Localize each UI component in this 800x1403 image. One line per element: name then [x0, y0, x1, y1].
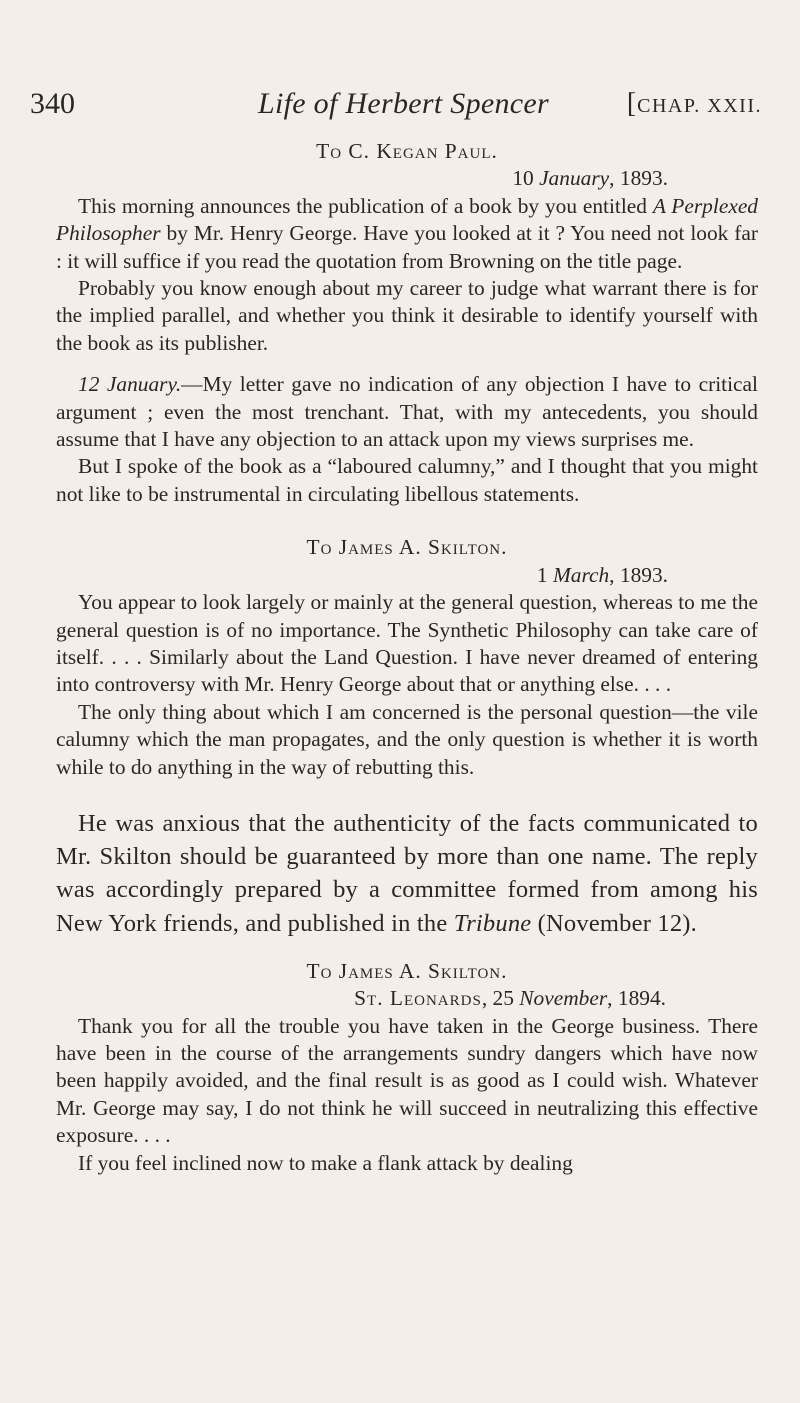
- date-month: March: [552, 562, 610, 587]
- date-day: 10: [512, 166, 540, 191]
- letter-date: [56, 985, 758, 1012]
- page-number: 340: [30, 87, 75, 120]
- letter-salutation: To James A. Skilton.: [306, 958, 508, 983]
- page-body: [56, 138, 758, 1177]
- chapter-numeral: XXII.: [700, 95, 762, 117]
- narrative-paragraph: [56, 807, 758, 940]
- book-title: A Perplexed Philosopher: [56, 193, 759, 246]
- date-place: St. Leonards: [354, 986, 482, 1011]
- letter-paragraph: Probably you know enough about my career to judge what warrant there is for the implied parallel, and whether you think it desirable to identify yourself with the book as its publisher.: [56, 276, 758, 355]
- letter-date: [56, 165, 758, 192]
- paragraph-text: —My letter gave no indication of any objection I have to critical argument ; even the most trenchant. That, with my antecedents, you should assume that I have any objection to an attack upon my views surprises me.: [56, 372, 758, 452]
- chapter-word: CHAP.: [637, 95, 701, 117]
- letter-salutation: To C. Kegan Paul.: [316, 139, 498, 163]
- letter-paragraph: [56, 371, 758, 453]
- letter-paragraph: The only thing about which I am concerned is the personal question—the vile calumny which the man propagates, and the only question is whether it is worth while to do anything in the way of rebutting this.: [56, 699, 758, 779]
- letter-paragraph: You appear to look largely or mainly at the general question, whereas to me the general question is of no importance. The Synthetic Philosophy can take care of itself. . . . Similarly about the Land Question. I have never dreamed of entering into controversy with Mr. Henry George about that or anything else. . . .: [56, 590, 758, 697]
- date-day: , 25: [481, 986, 520, 1011]
- letter-paragraph: If you feel inclined now to make a flank attack by dealing: [78, 1150, 573, 1175]
- date-year: , 1894.: [607, 986, 666, 1011]
- paragraph-text: This morning announces the publication of a book by you entitled: [78, 193, 653, 218]
- date-year: , 1893.: [609, 562, 668, 587]
- narrative-text: He was anxious that the authenticity of the facts communicated to Mr. Skilton should be guaranteed by more than one name. The reply was accordingly prepared by a committee formed from among his New York friends, and published in the: [56, 809, 758, 937]
- letter-paragraph: [56, 193, 758, 275]
- date-month: November: [519, 986, 608, 1011]
- page-header: [30, 84, 770, 124]
- date-day: 1: [536, 562, 553, 587]
- letter-paragraph: But I spoke of the book as a “laboured calumny,” and I thought that you might not like to be instrumental in circulating libellous statements.: [56, 454, 758, 506]
- running-title: Life of Herbert Spencer: [258, 87, 550, 120]
- letter-salutation: To James A. Skilton.: [306, 535, 508, 560]
- letter-to-kegan-paul: [56, 138, 758, 508]
- chapter-marker: [627, 84, 762, 126]
- newspaper-title: Tribune: [453, 909, 532, 937]
- letter-to-skilton-march: [56, 534, 758, 781]
- narrative-text: (November 12).: [531, 909, 697, 937]
- letter-paragraph: Thank you for all the trouble you have taken in the George business. There have been in the course of the arrangements sundry dangers which have now been happily avoided, and the final result is as good as I could wish. Whatever Mr. George may say, I do not think he will succeed in neutralizing this effective exposure. . . .: [56, 1013, 758, 1148]
- letter-to-skilton-november: [56, 958, 758, 1177]
- paragraph-date: 12 January.: [78, 372, 182, 397]
- chapter-bracket: [: [626, 88, 638, 119]
- date-year: , 1893.: [609, 166, 668, 191]
- paragraph-text: by Mr. Henry George. Have you looked at it ? You need not look far : it will suffice if you read the quotation from Browning on the title page.: [56, 221, 758, 273]
- letter-date: [56, 562, 758, 589]
- date-month: January: [539, 166, 610, 191]
